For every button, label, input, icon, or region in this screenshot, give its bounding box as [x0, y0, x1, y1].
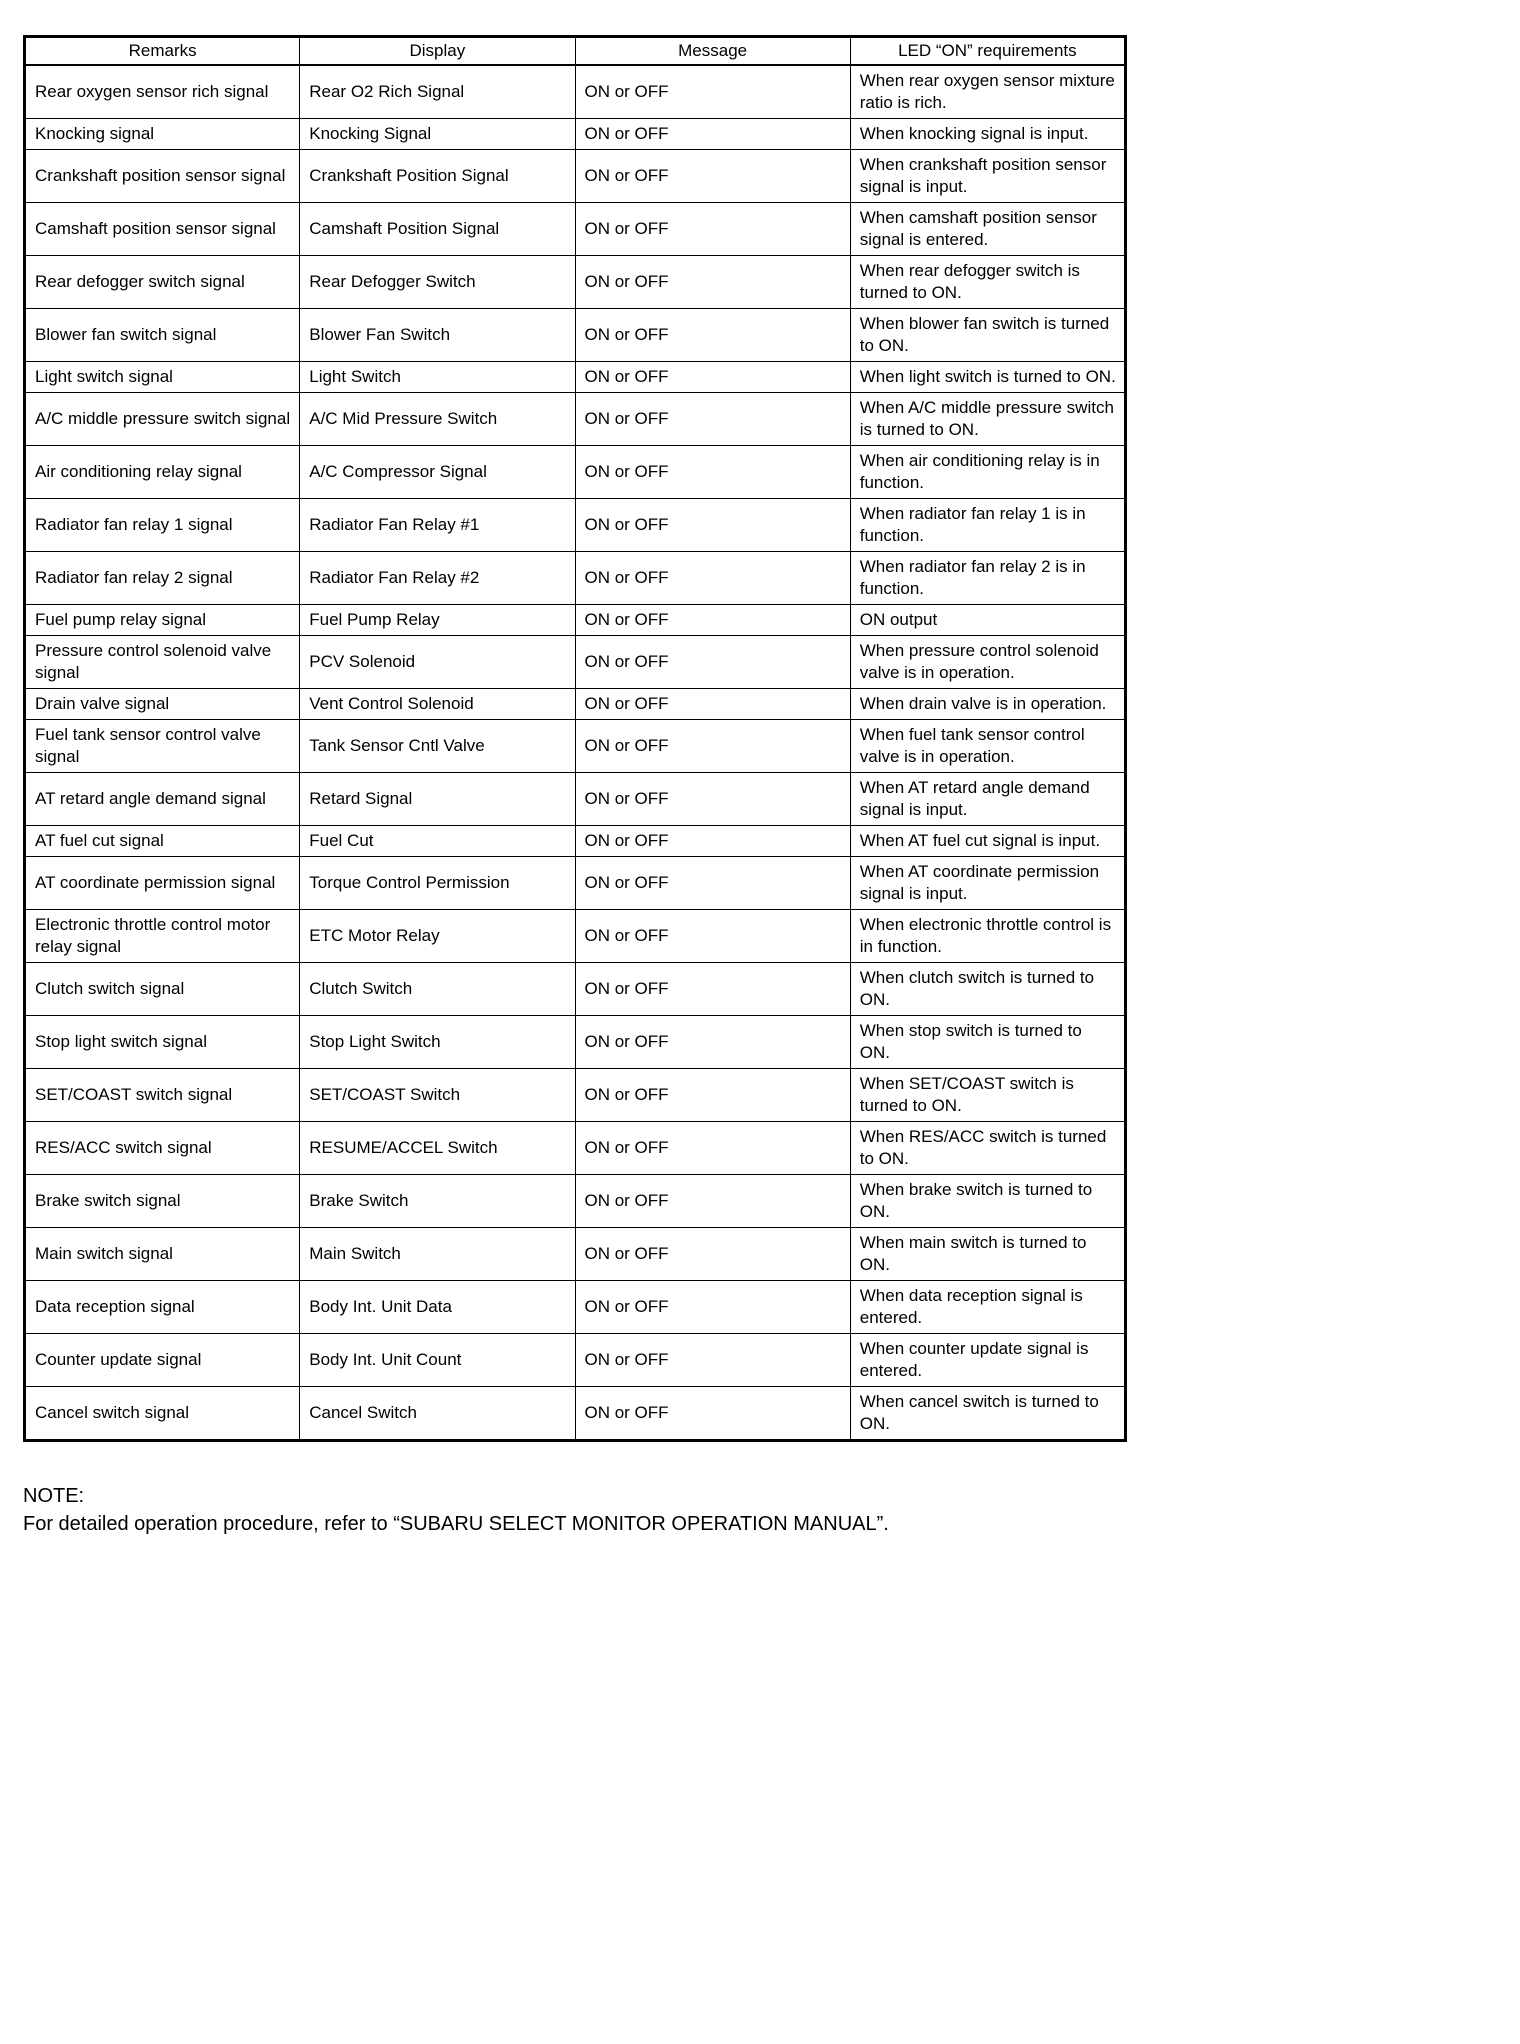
cell-display: Fuel Pump Relay: [300, 605, 575, 636]
cell-led-requirements: When cancel switch is turned to ON.: [850, 1387, 1125, 1441]
cell-led-requirements: When main switch is turned to ON.: [850, 1228, 1125, 1281]
cell-remarks: Main switch signal: [25, 1228, 300, 1281]
cell-display: Body Int. Unit Count: [300, 1334, 575, 1387]
cell-display: Knocking Signal: [300, 119, 575, 150]
cell-message: ON or OFF: [575, 720, 850, 773]
cell-led-requirements: When drain valve is in operation.: [850, 689, 1125, 720]
cell-message: ON or OFF: [575, 1122, 850, 1175]
table-row: [25, 499, 1126, 552]
cell-remarks: Camshaft position sensor signal: [25, 203, 300, 256]
signal-table: [23, 35, 1127, 1442]
cell-display: SET/COAST Switch: [300, 1069, 575, 1122]
cell-remarks: Cancel switch signal: [25, 1387, 300, 1441]
cell-message: ON or OFF: [575, 393, 850, 446]
cell-message: ON or OFF: [575, 605, 850, 636]
cell-remarks: Crankshaft position sensor signal: [25, 150, 300, 203]
cell-remarks: Air conditioning relay signal: [25, 446, 300, 499]
table-row: [25, 393, 1126, 446]
cell-remarks: Rear defogger switch signal: [25, 256, 300, 309]
cell-display: Vent Control Solenoid: [300, 689, 575, 720]
table-row: [25, 720, 1126, 773]
note-text: For detailed operation procedure, refer to “SUBARU SELECT MONITOR OPERATION MANUAL”.: [23, 1513, 889, 1535]
table-row: [25, 1281, 1126, 1334]
cell-led-requirements: When rear oxygen sensor mixture ratio is rich.: [850, 65, 1125, 119]
cell-message: ON or OFF: [575, 1016, 850, 1069]
cell-led-requirements: When blower fan switch is turned to ON.: [850, 309, 1125, 362]
cell-led-requirements: When air conditioning relay is in function.: [850, 446, 1125, 499]
cell-led-requirements: When radiator fan relay 2 is in function.: [850, 552, 1125, 605]
column-header: LED “ON” requirements: [850, 37, 1125, 66]
cell-remarks: Stop light switch signal: [25, 1016, 300, 1069]
cell-display: Cancel Switch: [300, 1387, 575, 1441]
cell-led-requirements: When radiator fan relay 1 is in function.: [850, 499, 1125, 552]
cell-remarks: Pressure control solenoid valve signal: [25, 636, 300, 689]
table-row: [25, 552, 1126, 605]
cell-display: A/C Mid Pressure Switch: [300, 393, 575, 446]
table-row: [25, 446, 1126, 499]
cell-led-requirements: When camshaft position sensor signal is entered.: [850, 203, 1125, 256]
table-row: [25, 119, 1126, 150]
column-header: Display: [300, 37, 575, 66]
table-row: [25, 605, 1126, 636]
table-row: [25, 1069, 1126, 1122]
cell-led-requirements: When data reception signal is entered.: [850, 1281, 1125, 1334]
cell-display: Fuel Cut: [300, 826, 575, 857]
cell-display: Main Switch: [300, 1228, 575, 1281]
cell-remarks: Clutch switch signal: [25, 963, 300, 1016]
cell-remarks: Brake switch signal: [25, 1175, 300, 1228]
cell-display: Light Switch: [300, 362, 575, 393]
cell-display: Body Int. Unit Data: [300, 1281, 575, 1334]
cell-led-requirements: When AT coordinate permission signal is input.: [850, 857, 1125, 910]
cell-remarks: Radiator fan relay 2 signal: [25, 552, 300, 605]
cell-display: A/C Compressor Signal: [300, 446, 575, 499]
cell-display: PCV Solenoid: [300, 636, 575, 689]
cell-led-requirements: ON output: [850, 605, 1125, 636]
cell-message: ON or OFF: [575, 362, 850, 393]
cell-message: ON or OFF: [575, 552, 850, 605]
cell-display: Blower Fan Switch: [300, 309, 575, 362]
cell-display: Clutch Switch: [300, 963, 575, 1016]
table-row: [25, 1122, 1126, 1175]
cell-message: ON or OFF: [575, 963, 850, 1016]
cell-led-requirements: When AT retard angle demand signal is input.: [850, 773, 1125, 826]
cell-led-requirements: When pressure control solenoid valve is in operation.: [850, 636, 1125, 689]
cell-message: ON or OFF: [575, 65, 850, 119]
cell-remarks: Light switch signal: [25, 362, 300, 393]
cell-led-requirements: When AT fuel cut signal is input.: [850, 826, 1125, 857]
cell-remarks: AT retard angle demand signal: [25, 773, 300, 826]
cell-display: Rear O2 Rich Signal: [300, 65, 575, 119]
cell-message: ON or OFF: [575, 203, 850, 256]
table-row: [25, 773, 1126, 826]
cell-display: Crankshaft Position Signal: [300, 150, 575, 203]
table-body: [25, 65, 1126, 1441]
cell-led-requirements: When brake switch is turned to ON.: [850, 1175, 1125, 1228]
cell-remarks: AT coordinate permission signal: [25, 857, 300, 910]
cell-remarks: A/C middle pressure switch signal: [25, 393, 300, 446]
cell-remarks: Drain valve signal: [25, 689, 300, 720]
cell-led-requirements: When SET/COAST switch is turned to ON.: [850, 1069, 1125, 1122]
cell-led-requirements: When fuel tank sensor control valve is in operation.: [850, 720, 1125, 773]
header-row: [25, 37, 1126, 66]
cell-led-requirements: When rear defogger switch is turned to ON.: [850, 256, 1125, 309]
table-row: [25, 1228, 1126, 1281]
cell-led-requirements: When electronic throttle control is in function.: [850, 910, 1125, 963]
table-row: [25, 857, 1126, 910]
note-label: NOTE:: [23, 1485, 85, 1507]
cell-message: ON or OFF: [575, 150, 850, 203]
cell-message: ON or OFF: [575, 910, 850, 963]
cell-remarks: Fuel tank sensor control valve signal: [25, 720, 300, 773]
cell-remarks: Counter update signal: [25, 1334, 300, 1387]
cell-display: Retard Signal: [300, 773, 575, 826]
cell-display: Brake Switch: [300, 1175, 575, 1228]
cell-message: ON or OFF: [575, 1281, 850, 1334]
note-section: [23, 1482, 1520, 1538]
cell-remarks: SET/COAST switch signal: [25, 1069, 300, 1122]
cell-display: RESUME/ACCEL Switch: [300, 1122, 575, 1175]
cell-remarks: Radiator fan relay 1 signal: [25, 499, 300, 552]
cell-led-requirements: When light switch is turned to ON.: [850, 362, 1125, 393]
table-row: [25, 1387, 1126, 1441]
cell-message: ON or OFF: [575, 1334, 850, 1387]
cell-message: ON or OFF: [575, 256, 850, 309]
cell-message: ON or OFF: [575, 636, 850, 689]
cell-remarks: AT fuel cut signal: [25, 826, 300, 857]
cell-message: ON or OFF: [575, 773, 850, 826]
cell-display: Radiator Fan Relay #2: [300, 552, 575, 605]
cell-led-requirements: When RES/ACC switch is turned to ON.: [850, 1122, 1125, 1175]
table-row: [25, 362, 1126, 393]
table-row: [25, 1016, 1126, 1069]
cell-remarks: Blower fan switch signal: [25, 309, 300, 362]
column-header: Remarks: [25, 37, 300, 66]
cell-display: ETC Motor Relay: [300, 910, 575, 963]
cell-message: ON or OFF: [575, 499, 850, 552]
cell-message: ON or OFF: [575, 309, 850, 362]
cell-message: ON or OFF: [575, 826, 850, 857]
cell-led-requirements: When counter update signal is entered.: [850, 1334, 1125, 1387]
cell-led-requirements: When crankshaft position sensor signal is input.: [850, 150, 1125, 203]
table-row: [25, 963, 1126, 1016]
table-row: [25, 150, 1126, 203]
cell-led-requirements: When knocking signal is input.: [850, 119, 1125, 150]
table-row: [25, 1334, 1126, 1387]
cell-message: ON or OFF: [575, 446, 850, 499]
cell-display: Rear Defogger Switch: [300, 256, 575, 309]
cell-remarks: Knocking signal: [25, 119, 300, 150]
cell-display: Camshaft Position Signal: [300, 203, 575, 256]
table-row: [25, 826, 1126, 857]
cell-message: ON or OFF: [575, 119, 850, 150]
cell-remarks: RES/ACC switch signal: [25, 1122, 300, 1175]
cell-message: ON or OFF: [575, 857, 850, 910]
cell-display: Tank Sensor Cntl Valve: [300, 720, 575, 773]
table-row: [25, 203, 1126, 256]
cell-led-requirements: When A/C middle pressure switch is turned to ON.: [850, 393, 1125, 446]
cell-display: Radiator Fan Relay #1: [300, 499, 575, 552]
table-row: [25, 1175, 1126, 1228]
cell-message: ON or OFF: [575, 1387, 850, 1441]
cell-remarks: Fuel pump relay signal: [25, 605, 300, 636]
cell-remarks: Data reception signal: [25, 1281, 300, 1334]
cell-display: Torque Control Permission: [300, 857, 575, 910]
cell-remarks: Electronic throttle control motor relay signal: [25, 910, 300, 963]
cell-message: ON or OFF: [575, 1069, 850, 1122]
cell-led-requirements: When clutch switch is turned to ON.: [850, 963, 1125, 1016]
cell-led-requirements: When stop switch is turned to ON.: [850, 1016, 1125, 1069]
cell-message: ON or OFF: [575, 1175, 850, 1228]
table-row: [25, 256, 1126, 309]
table-row: [25, 65, 1126, 119]
table-row: [25, 309, 1126, 362]
column-header: Message: [575, 37, 850, 66]
table-row: [25, 689, 1126, 720]
cell-display: Stop Light Switch: [300, 1016, 575, 1069]
cell-remarks: Rear oxygen sensor rich signal: [25, 65, 300, 119]
table-row: [25, 636, 1126, 689]
table-row: [25, 910, 1126, 963]
table-head: [25, 37, 1126, 66]
cell-message: ON or OFF: [575, 1228, 850, 1281]
cell-message: ON or OFF: [575, 689, 850, 720]
